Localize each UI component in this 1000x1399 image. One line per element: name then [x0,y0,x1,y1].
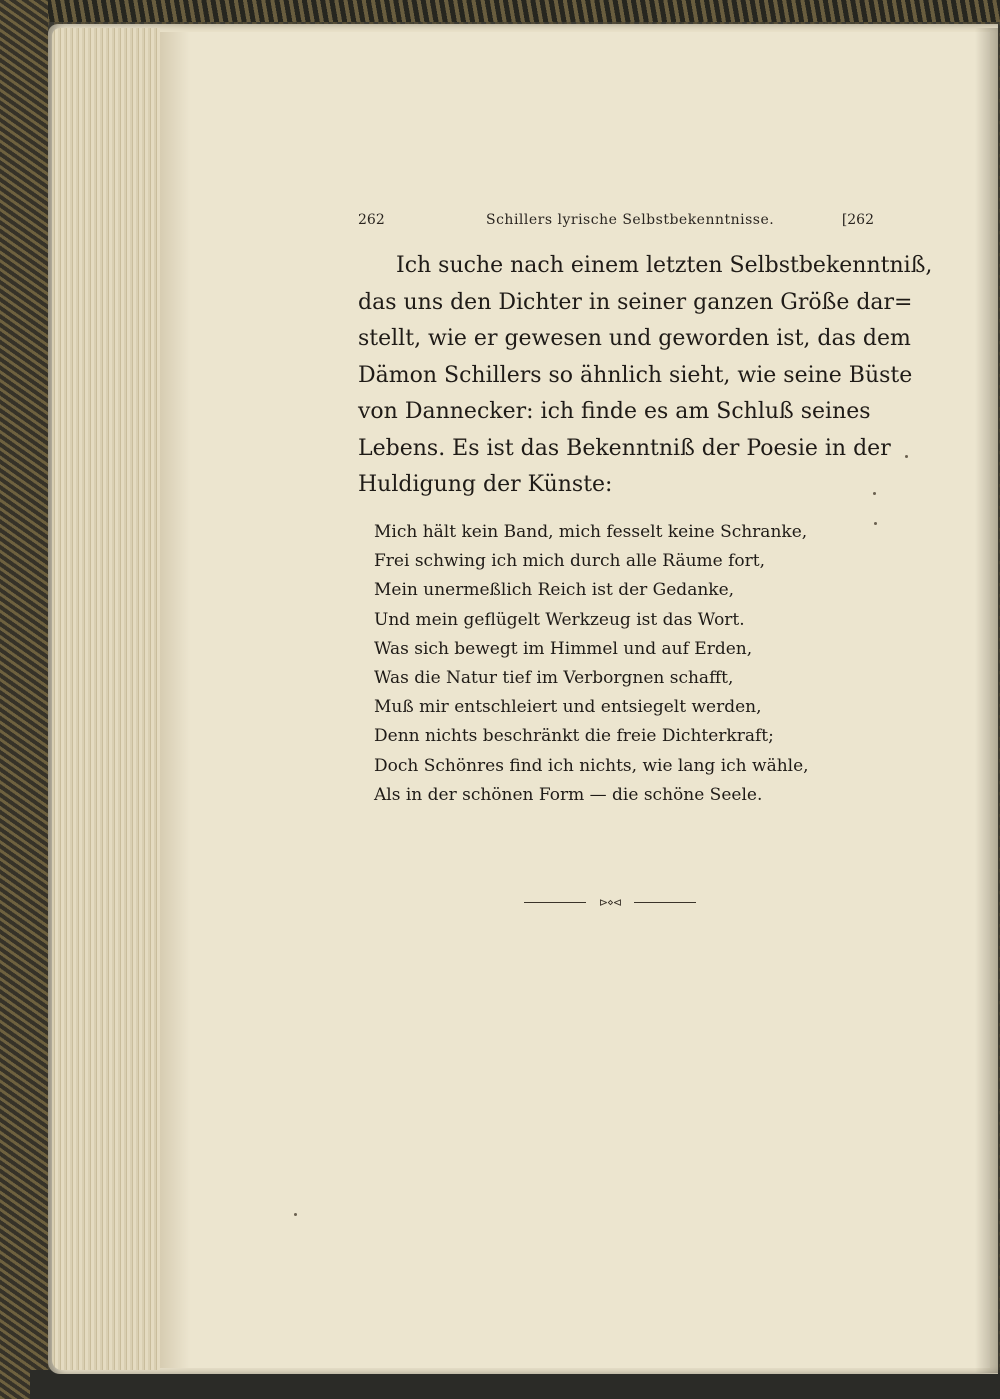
body-line: Lebens. Es ist das Bekenntniß der Poesie in der [358,435,891,461]
body-line: Huldigung der Künste: [358,472,613,497]
paper-speck [873,492,876,495]
body-line: das uns den Dichter in seiner ganzen Größe dar= [358,289,913,315]
ornament-center: ⊳⋄⊲ [598,896,622,909]
book-cover-left [0,0,48,1399]
body-line: von Dannecker: ich finde es am Schluß seines [358,399,871,424]
verse-line: Was sich bewegt im Himmel und auf Erden, [374,638,753,659]
verse-line: Denn nichts beschränkt die freie Dichterkraft; [374,726,774,747]
paper-speck [905,455,908,458]
running-head [358,212,874,234]
verse-line: Frei schwing ich mich durch alle Räume fort, [374,551,766,572]
paper-speck [874,522,877,525]
verse-block [374,518,854,810]
body-paragraph [358,248,933,504]
verse-line: Doch Schönres find ich nichts, wie lang ich wähle, [374,755,809,776]
body-line: stellt, wie er gewesen und geworden ist, das dem [358,326,911,351]
book-cover-top [0,0,1000,22]
body-line: Ich suche nach einem letzten Selbstbekenntniß, [396,253,933,278]
page-edges [52,28,160,1370]
page-number-left: 262 [358,212,385,228]
paper-speck [294,1213,297,1216]
verse-line: Als in der schönen Form — die schöne Seele. [374,784,763,805]
verse-line: Mein unermeßlich Reich ist der Gedanke, [374,580,735,601]
verse-line: Mich hält kein Band, mich fesselt keine Schranke, [374,522,808,542]
verse-line: Was die Natur tief im Verborgnen schafft, [374,667,734,688]
ornament-rule-left [524,902,586,903]
running-head-title: Schillers lyrische Selbstbekenntnisse. [486,212,775,228]
body-line: Dämon Schillers so ähnlich sieht, wie seine Büste [358,362,913,388]
verse-line: Muß mir entschleiert und entsiegelt werden, [374,697,762,718]
book-cover-bottom [30,1370,1000,1399]
end-ornament [524,896,696,910]
page-number-right: [262 [841,212,874,228]
spine-shadow [975,28,1000,1373]
ornament-rule-right [634,902,696,903]
verse-line: Und mein geflügelt Werkzeug ist das Wort. [374,609,745,630]
